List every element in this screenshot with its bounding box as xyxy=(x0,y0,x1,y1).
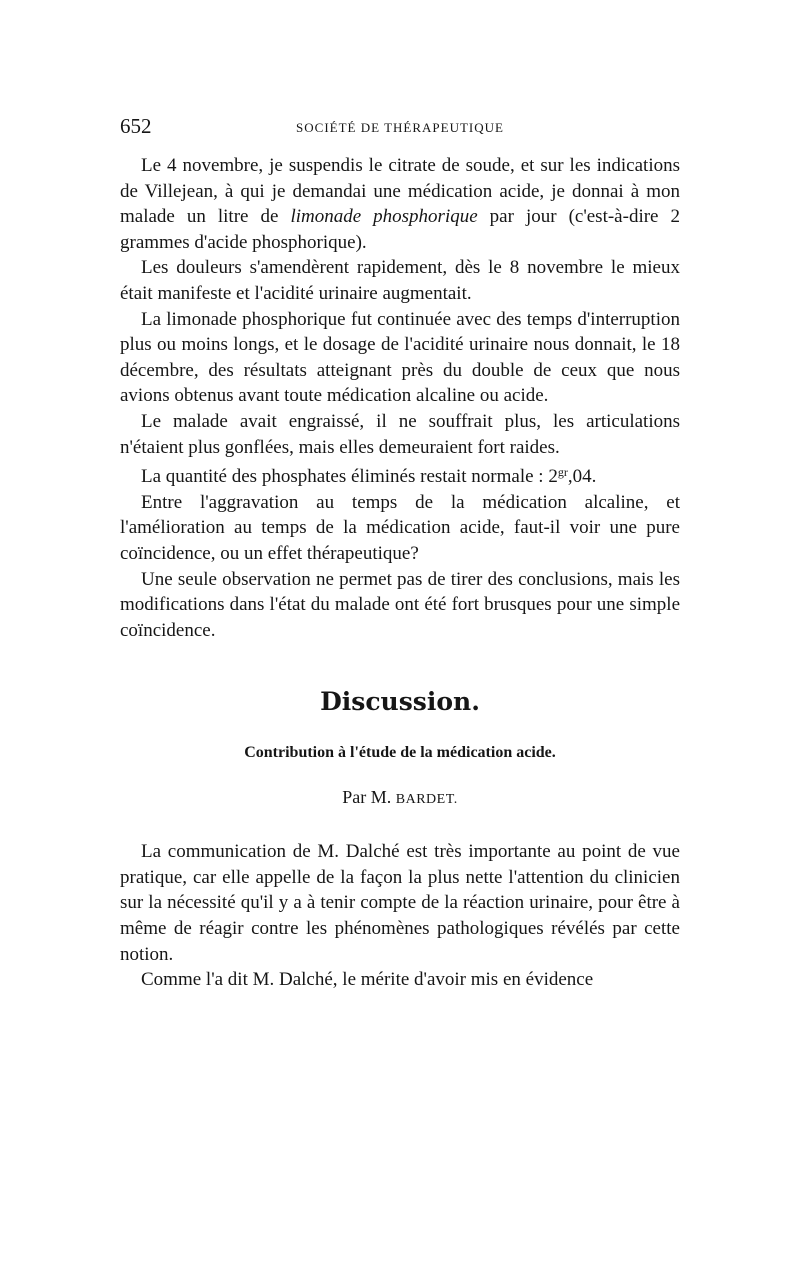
paragraph: La limonade phosphorique fut continuée avec des temps d'interruption plus ou moins longs, et le dosage de l'acidité urinaire nous donnait, le 18 décembre, des résultats atteignant près du double de ceux que nous avions obtenus avant toute médication alcaline ou acide. xyxy=(120,308,680,407)
paragraph: Le malade avait engraissé, il ne souffrait plus, les articulations n'étaient plus gonflées, mais elles demeuraient fort raides. xyxy=(120,410,680,458)
paragraph: La quantité des phosphates éliminés restait normale : $2^{gr},04$. xyxy=(141,465,597,488)
paragraph: Comme l'a dit M. Dalché, le mérite d'avoir mis en évidence xyxy=(141,969,594,991)
author-name: BARDET. xyxy=(395,792,458,808)
book-page xyxy=(120,112,680,993)
italic-term: limonade phosphorique xyxy=(290,206,478,228)
paragraph: La communication de M. Dalché est très importante au point de vue pratique, car elle appelle de la façon la plus nette l'attention du clinicien sur la nécessité qu'il y a à tenir compte de la réaction urinaire, pour être à même de réagir contre les phénomènes pathologiques révélés par cette notion. xyxy=(120,841,680,965)
body-text xyxy=(120,153,680,643)
page-number: 652 xyxy=(120,114,152,138)
paragraph: Entre l'aggravation au temps de la médication alcaline, et l'amélioration au temps de la médication acide, faut-il voir une pure coïncidence, ou un effet thérapeutique? xyxy=(120,491,680,564)
running-title: SOCIÉTÉ DE THÉRAPEUTIQUE xyxy=(296,120,504,135)
discussion-text xyxy=(120,839,680,993)
paragraph: Une seule observation ne permet pas de tirer des conclusions, mais les modifications dans l'état du malade ont été fort brusques pour une simple coïncidence. xyxy=(120,568,680,641)
section-subheading: Contribution à l'étude de la médication acide. xyxy=(244,744,556,762)
paragraph: Les douleurs s'amendèrent rapidement, dès le 8 novembre le mieux était manifeste et l'acidité urinaire augmentait. xyxy=(120,257,680,304)
paragraph: Le 4 novembre, je suspendis le citrate de soude, et sur les indications de Villejean, à qui je demandai une médication acide, je donnai à mon malade un litre de limonade phosphorique par jour (c'est-à-dire 2 grammes d'acide phosphorique). xyxy=(120,155,680,253)
unit-superscript: gr xyxy=(557,465,568,480)
running-head xyxy=(120,112,680,142)
section-heading: Discussion. xyxy=(320,687,480,717)
byline: Par M. BARDET. xyxy=(342,787,458,808)
